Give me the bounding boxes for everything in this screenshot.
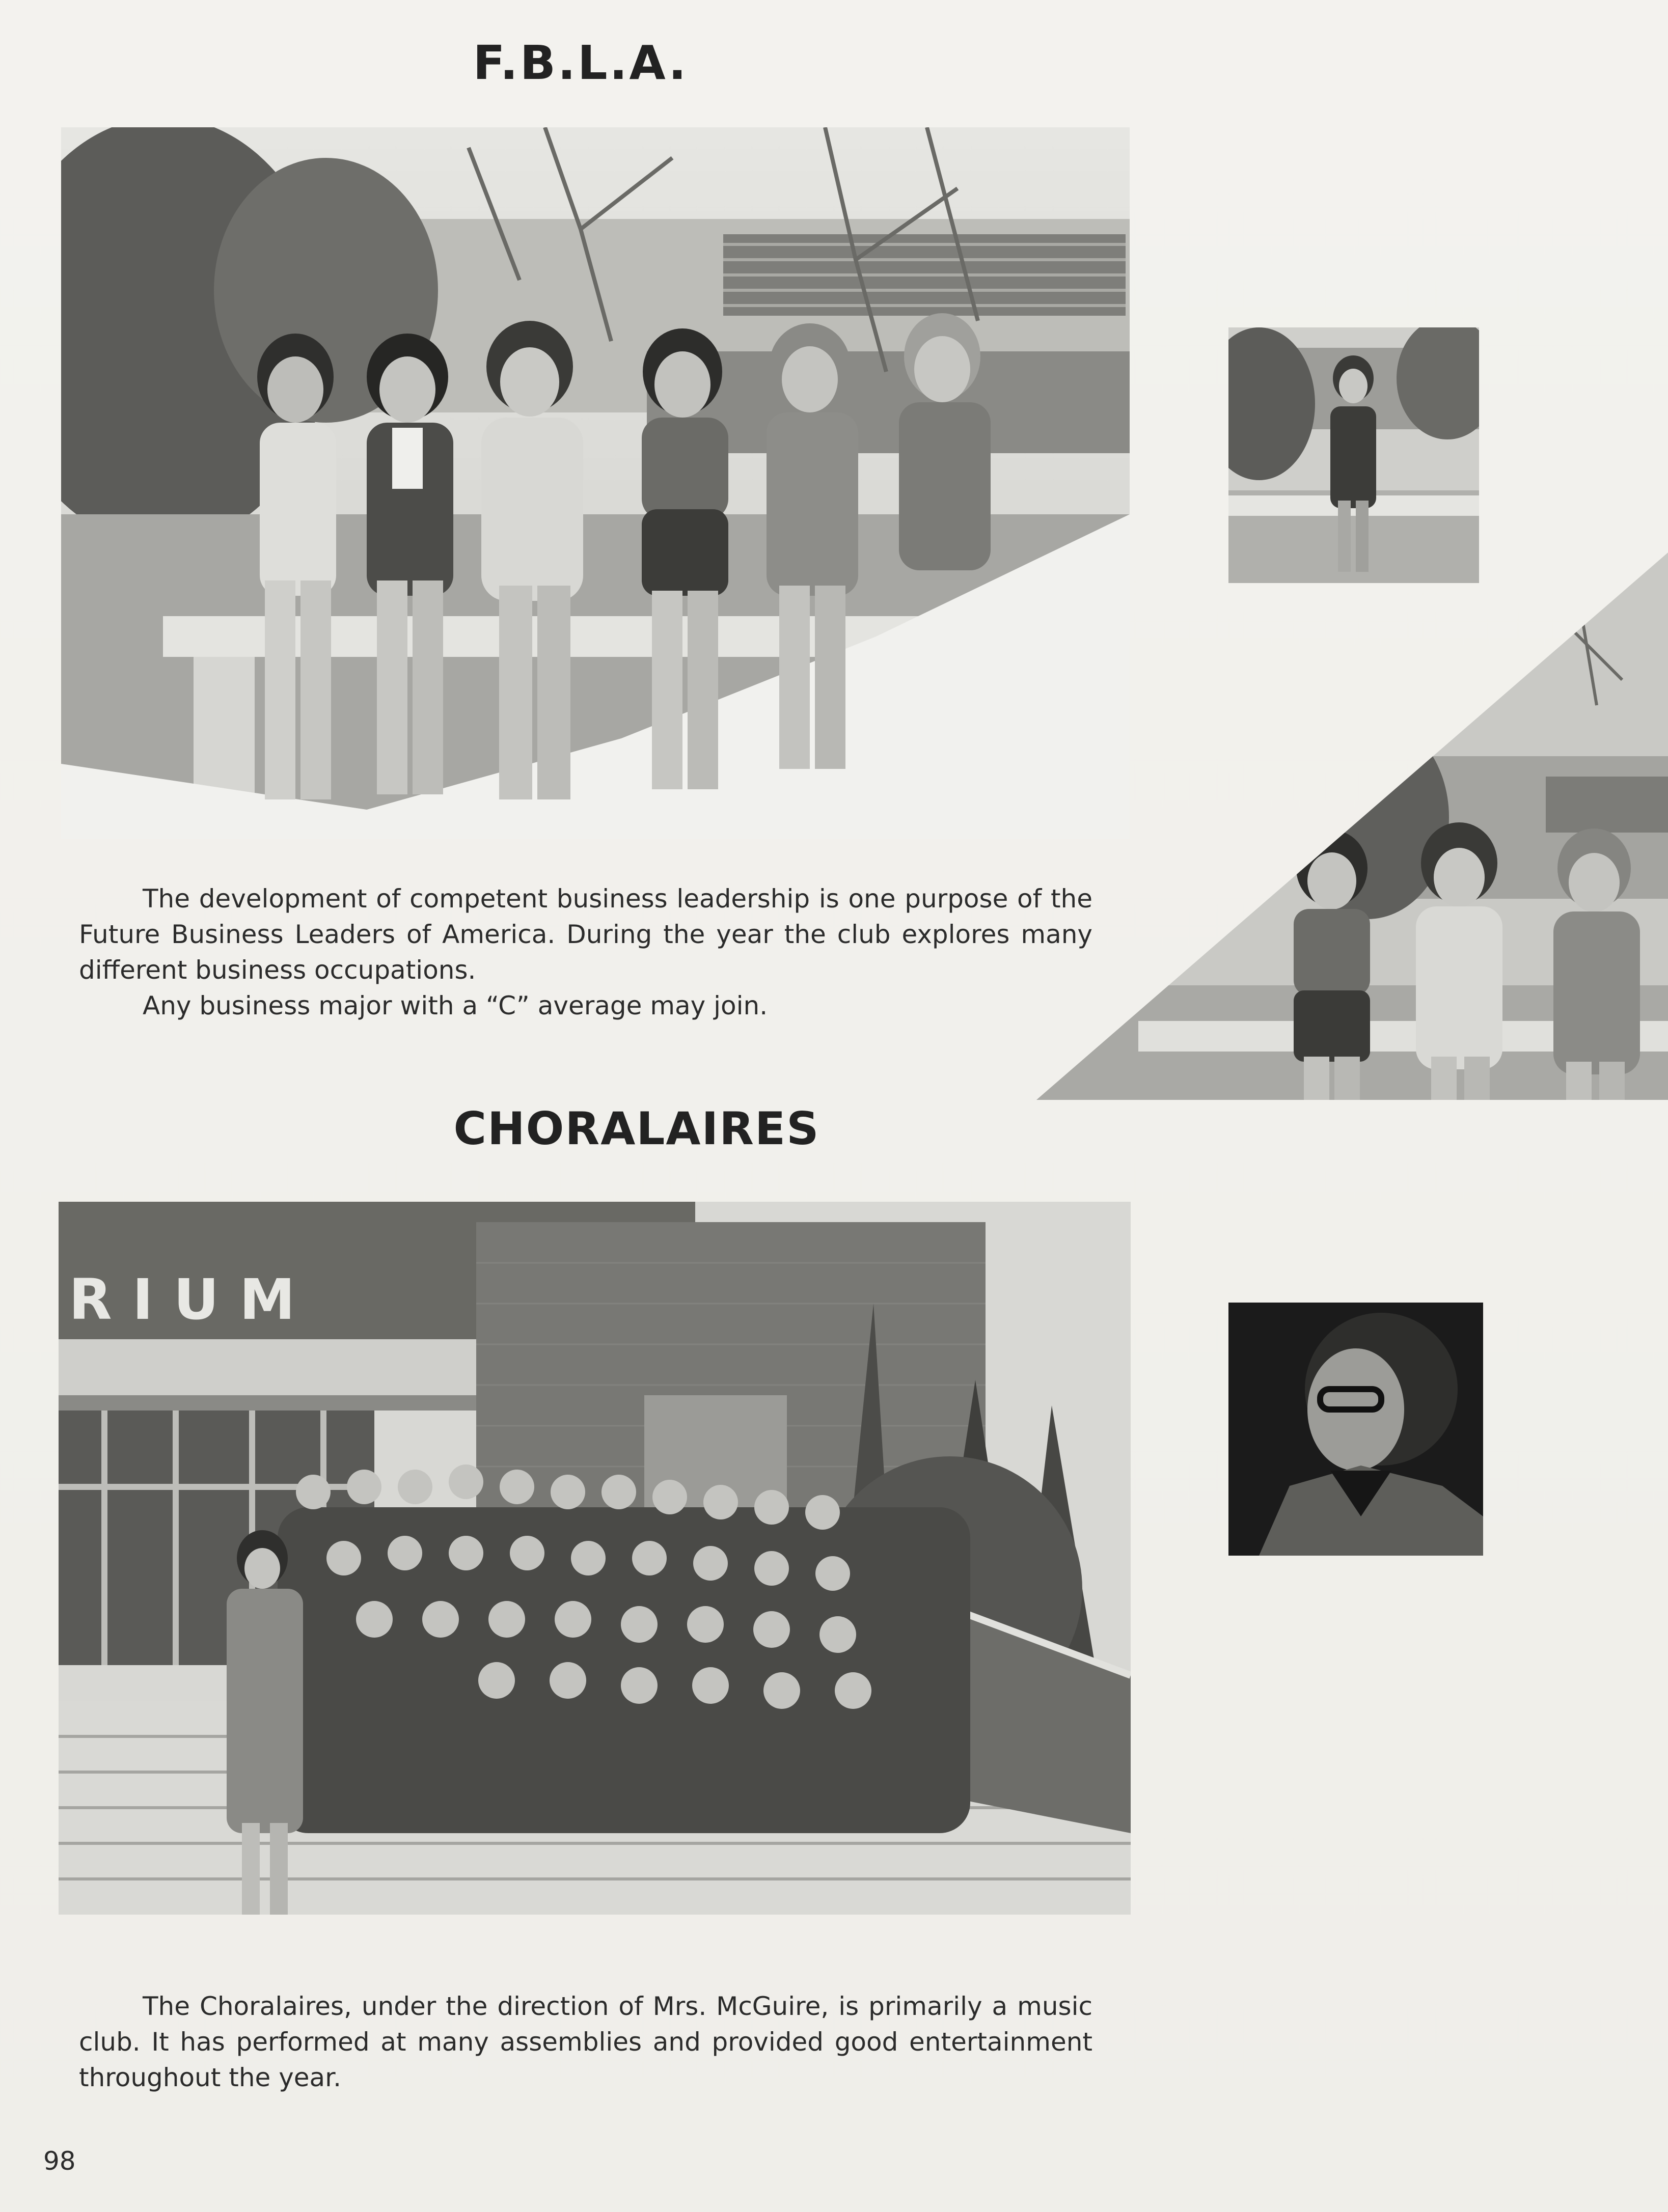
choralaires-paragraph-1: The Choralaires, under the direction of Mrs. McGuire, is primarily a music club. It has performed at many assemblies and provided good entertainment throughout the year.: [79, 1992, 1092, 2092]
fbla-officers-photo: [1036, 552, 1668, 1100]
fbla-heading: F.B.L.A.: [473, 36, 689, 90]
fbla-group-photo: [61, 127, 1130, 839]
fbla-sponsor-photo: [1228, 327, 1479, 583]
choralaires-description: [79, 1988, 1092, 2095]
choralaires-group-photo: [59, 1202, 1131, 1915]
fbla-paragraph-2: Any business major with a “C” average may join.: [143, 991, 768, 1020]
choralaires-heading: CHORALAIRES: [453, 1102, 820, 1155]
fbla-paragraph-1: The development of competent business leadership is one purpose of the Future Business Leaders of America. During the year the club explores many different business occupations.: [79, 884, 1092, 985]
building-sign-text: RIUM: [69, 1267, 316, 1332]
choralaires-director-photo: [1228, 1303, 1483, 1556]
fbla-description: [79, 881, 1092, 1024]
page-number: 98: [43, 2146, 76, 2176]
